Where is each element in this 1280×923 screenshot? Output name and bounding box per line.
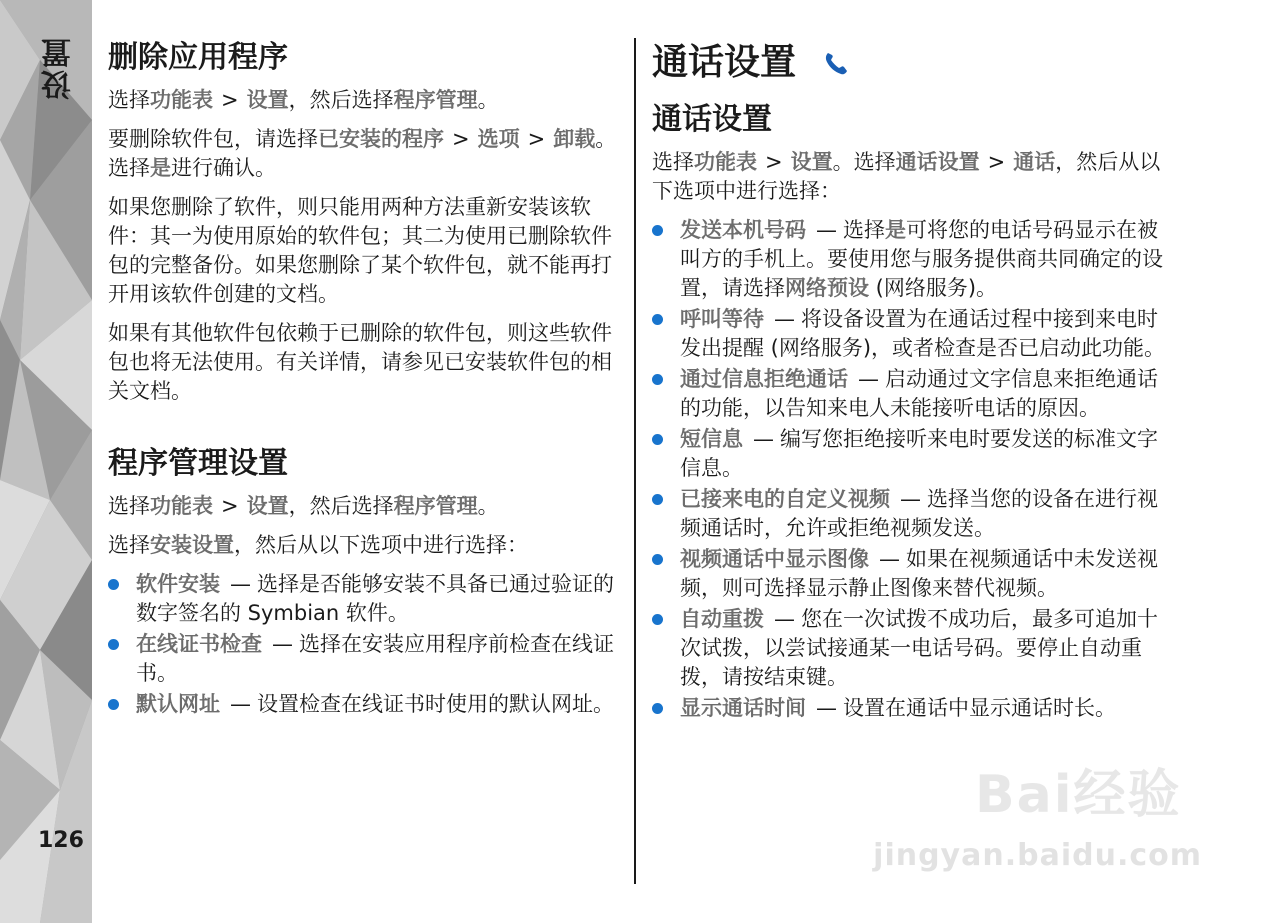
list-item: 发送本机号码 — 选择是可将您的电话号码显示在被叫方的手机上。要使用您与服务提供商共同确定的设置，请选择网络预设 (网络服务)。 [652, 216, 1167, 303]
settings-ref: 设置 [246, 88, 289, 112]
section-title-app-manager-settings: 程序管理设置 [108, 446, 288, 481]
phone-icon [822, 49, 850, 77]
chapter-title: 设置 [42, 36, 77, 100]
chapter-heading: 通话设置 [652, 36, 1167, 90]
paragraph-dependency-note: 如果有其他软件包依赖于已删除的软件包，则这些软件包也将无法使用。有关详情，请参见已安装软件包的相关文档。 [108, 321, 612, 403]
list-item: 默认网址 — 设置检查在线证书时使用的默认网址。 [108, 690, 624, 719]
paragraph-delete-steps: 要删除软件包，请选择已安装的程序 > 选项 > 卸载。选择是进行确认。 [108, 127, 617, 180]
paragraph-settings-nav: 选择功能表 > 设置，然后选择程序管理。 [108, 494, 499, 518]
bullet-icon [108, 579, 119, 590]
list-item: 通过信息拒绝通话 — 启动通过文字信息来拒绝通话的功能，以告知来电人未能接听电话的原因。 [652, 365, 1167, 423]
page-number: 126 [38, 828, 84, 853]
install-settings-list [108, 570, 624, 719]
bullet-icon [652, 614, 663, 625]
list-item: 已接来电的自定义视频 — 选择当您的设备在进行视频通话时，允许或拒绝视频发送。 [652, 485, 1167, 543]
bullet-icon [652, 374, 663, 385]
section-title-call-settings: 通话设置 [652, 102, 772, 137]
paragraph-install-settings: 选择安装设置，然后从以下选项中进行选择： [108, 533, 528, 557]
paragraph-delete-nav: 选择功能表 > 设置，然后选择程序管理。 [108, 88, 499, 112]
bullet-icon [652, 434, 663, 445]
watermark-url: jingyan.baidu.com [873, 838, 1202, 873]
sidebar-polygon-art [0, 0, 92, 923]
bullet-icon [652, 554, 663, 565]
list-item: 自动重拨 — 您在一次试拨不成功后，最多可追加十次试拨，以尝试接通某一电话号码。要停止自动重拨，请按结束键。 [652, 605, 1167, 692]
menu-ref: 功能表 [150, 88, 213, 112]
list-item: 显示通话时间 — 设置在通话中显示通话时长。 [652, 694, 1167, 723]
list-item: 软件安装 — 选择是否能够安装不具备已通过验证的数字签名的 Symbian 软件。 [108, 570, 624, 628]
bullet-icon [652, 314, 663, 325]
bullet-icon [652, 225, 663, 236]
right-column [652, 36, 1167, 725]
sidebar-decoration [0, 0, 92, 923]
call-settings-list [652, 216, 1167, 723]
left-column [108, 36, 624, 721]
bullet-icon [652, 494, 663, 505]
section-title-delete-apps: 删除应用程序 [108, 40, 288, 75]
bullet-icon [108, 639, 119, 650]
paragraph-call-nav: 选择功能表 > 设置。选择通话设置 > 通话，然后从以下选项中进行选择： [652, 150, 1161, 203]
list-item: 视频通话中显示图像 — 如果在视频通话中未发送视频，则可选择显示静止图像来替代视频。 [652, 545, 1167, 603]
bullet-icon [108, 699, 119, 710]
list-item: 短信息 — 编写您拒绝接听来电时要发送的标准文字信息。 [652, 425, 1167, 483]
column-divider [634, 38, 636, 884]
list-item: 呼叫等待 — 将设备设置为在通话过程中接到来电时发出提醒 (网络服务)，或者检查是否已启动此功能。 [652, 305, 1167, 363]
paragraph-reinstall-note: 如果您删除了软件，则只能用两种方法重新安装该软件：其一为使用原始的软件包；其二为使用已删除软件包的完整备份。如果您删除了某个软件包，就不能再打开用该软件创建的文档。 [108, 195, 612, 306]
app-manager-ref: 程序管理 [393, 88, 478, 112]
list-item: 在线证书检查 — 选择在安装应用程序前检查在线证书。 [108, 630, 624, 688]
bullet-icon [652, 703, 663, 714]
watermark-logo: Bai经验 [975, 765, 1182, 825]
